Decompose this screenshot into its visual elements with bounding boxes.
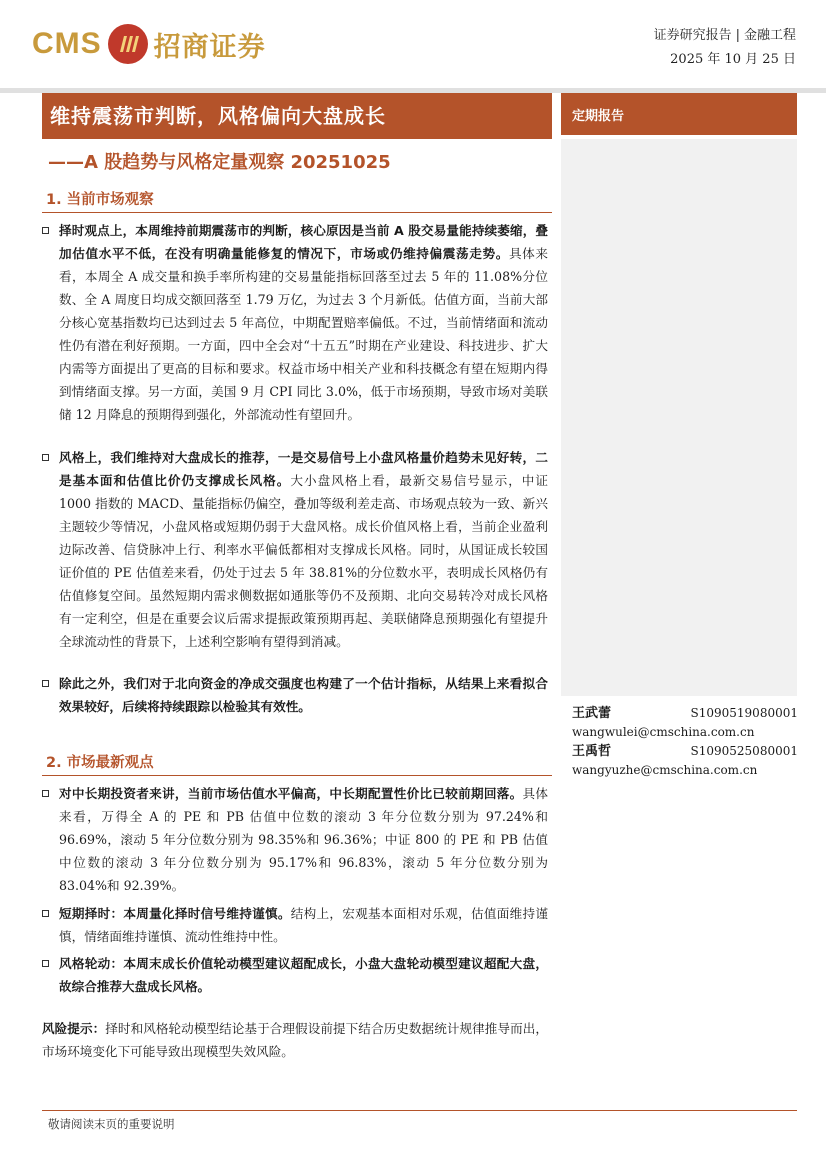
footer-note: 敬请阅读末页的重要说明 (48, 1117, 175, 1131)
analyst-name: 王禹哲 (572, 744, 612, 759)
logo-seal-icon (108, 24, 148, 64)
section-heading: 1. 当前市场观察 (42, 186, 552, 213)
list-item: 风格轮动：本周末成长价值轮动模型建议超配成长，小盘大盘轮动模型建议超配大盘，故综合推荐大盘成长风格。 (42, 952, 548, 998)
list-item: 对中长期投资者来讲，当前市场估值水平偏高，中长期配置性价比已较前期回落。具体来看，万得全 A 的 PE 和 PB 估值中位数的滚动 3 年分位数分别为 97.24%和 96.69%，滚动 5 年分位数分别为 98.35%和 96.36%；中证 800 的 PE 和 PB 估值中位数的滚动 3 年分位数分别为 95.17%和 96.83%，滚动 5 年分位数分别为 83.04%和 92.39%。 (42, 782, 548, 897)
list-item: 风格上，我们维持对大盘成长的推荐，一是交易信号上小盘风格量价趋势未见好转，二是基本面和估值比价仍支撑成长风格。大小盘风格上看，最新交易信号显示，中证 1000 指数的 MACD、量能指标仍偏空，叠加等级利差走高、市场观点较为一致、新兴主题较少等情况，小盘风格或短期仍弱于大盘风格。成长价值风格上看，当前企业盈利边际改善、信贷脉冲上行、利率水平偏低都相对支撑成长风格。同时，从国证成长较国证价值的 PE 估值差来看，仍处于过去 5 年 38.81%的分位数水平，表明成长风格仍有估值修复空间。虽然短期内需求侧数据如通胀等仍不及预期、北向交易转冷对成长风格有一定利空，但是在重要会议后需求提振政策预期再起、美联储降息预期强化有望提升全球流动性的背景下，上述利空影响有望得到消减。 (42, 446, 548, 653)
square-bullet-icon (42, 227, 49, 234)
square-bullet-icon (42, 960, 49, 967)
risk-warning (42, 1017, 548, 1063)
report-tag: 定期报告 (572, 109, 625, 124)
doc-category: 金融工程 (743, 28, 796, 43)
list-item: 择时观点上，本周维持前期震荡市的判断，核心原因是当前 A 股交易量能持续萎缩，叠加估值水平不低，在没有明确量能修复的情况下，市场或仍维持偏震荡走势。具体来看，本周全 A 成交量和换手率所构建的交易量能指标回落至过去 5 年的 11.08%分位数、全 A 周度日均成交额回落至 1.79 万亿，为过去 3 个月新低。估值方面，当前大部分核心宽基指数均已达到过去 5 年高位，中期配置赔率偏低。不过，当前情绪面和流动性仍有潜在利好预期。一方面，四中全会对“十五五”时期在产业建设、科技进步、扩大内需等方面提出了更高的目标和要求。权益市场中相关产业和科技概念有望在短期内得到情绪面支撑。另一方面，美国 9 月 CPI 同比 3.0%，低于市场预期，导致市场对美联储 12 月降息的预期得到强化，外部流动性有望回升。 (42, 219, 548, 426)
logo-chinese: 招商证券 (153, 31, 266, 63)
analyst-cert: S1090525080001 (690, 744, 798, 758)
analyst-card (572, 704, 798, 742)
square-bullet-icon (42, 790, 49, 797)
risk-label: 风险提示： (42, 1021, 106, 1036)
analyst-card (572, 742, 798, 780)
report-subtitle: ——A 股趋势与风格定量观察 20251025 (48, 152, 391, 173)
square-bullet-icon (42, 910, 49, 917)
report-meta: 证券研究报告 | 金融工程 2025 年 10 月 25 日 (654, 24, 796, 72)
doc-type: 证券研究报告 (653, 28, 732, 43)
list-item: 短期择时：本周量化择时信号维持谨慎。结构上，宏观基本面相对乐观，估值面维持谨慎，情绪面维持谨慎、流动性维持中性。 (42, 902, 548, 948)
square-bullet-icon (42, 680, 49, 687)
sidebar-panel (561, 139, 797, 696)
analyst-email[interactable]: wangwulei@cmschina.com.cn (572, 725, 755, 739)
report-date: 2025 年 10 月 25 日 (670, 52, 796, 67)
analyst-email[interactable]: wangyuzhe@cmschina.com.cn (572, 763, 758, 777)
section-heading: 2. 市场最新观点 (42, 749, 552, 776)
list-item: 除此之外，我们对于北向资金的净成交强度也构建了一个估计指标，从结果上来看拟合效果较好，后续将持续跟踪以检验其有效性。 (42, 672, 548, 718)
company-logo (32, 22, 266, 66)
analyst-name: 王武蕾 (572, 706, 612, 721)
analyst-cert: S1090519080001 (690, 706, 798, 720)
footer-divider (42, 1110, 797, 1111)
square-bullet-icon (42, 454, 49, 461)
logo-latin: CMS (32, 27, 102, 60)
report-title: 维持震荡市判断，风格偏向大盘成长 (50, 104, 386, 128)
risk-text: 择时和风格轮动模型结论基于合理假设前提下结合历史数据统计规律推导而出，市场环境变化下可能导致出现模型失效风险。 (42, 1021, 549, 1059)
